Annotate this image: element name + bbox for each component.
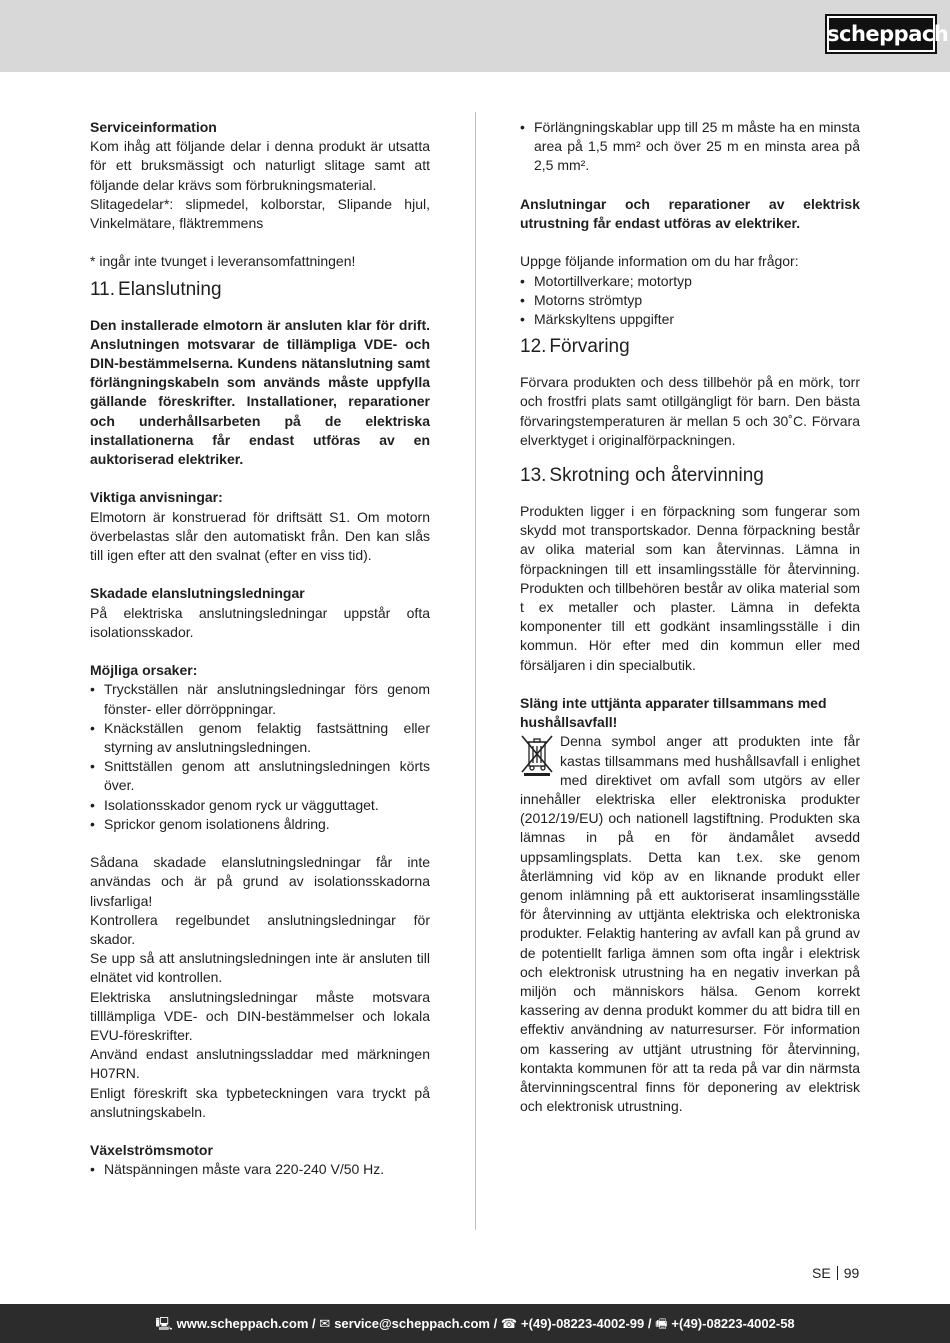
ac-motor-list bbox=[90, 1160, 430, 1179]
h07rn-text: Använd endast anslutningssladdar med märkningen H07RN. bbox=[90, 1046, 430, 1082]
questions-list bbox=[520, 272, 860, 330]
left-column bbox=[90, 118, 430, 1180]
footer-website[interactable]: www.scheppach.com bbox=[176, 1316, 309, 1331]
page-number bbox=[812, 1265, 859, 1281]
list-item: • Motorns strömtyp bbox=[520, 291, 860, 310]
vde-text: Elektriska anslutningsledningar måste motsvara tilllämpliga VDE- och DIN-bestämmelser och lokala EVU-föreskrifter. bbox=[90, 988, 430, 1044]
weee-block bbox=[520, 732, 860, 1116]
list-item: • Snittställen genom att anslutningsledningen körts över. bbox=[90, 757, 430, 795]
footer-bar bbox=[0, 1304, 950, 1343]
damaged-text: På elektriska anslutningsledningar uppstår ofta isolationsskador. bbox=[90, 604, 430, 640]
envelope-icon: ✉ bbox=[319, 1316, 331, 1331]
phone-icon: ☎ bbox=[500, 1316, 518, 1331]
header-bar bbox=[0, 0, 950, 72]
separator: / bbox=[647, 1316, 652, 1331]
footer-phone: +(49)-08223-4002-99 bbox=[521, 1316, 645, 1331]
footnote: * ingår inte tvunget i leveransomfattningen! bbox=[90, 253, 356, 270]
section-13-heading bbox=[520, 450, 860, 496]
right-column bbox=[520, 118, 860, 1117]
ac-motor-title: Växelströmsmotor bbox=[90, 1142, 213, 1159]
check-text: Kontrollera regelbundet anslutningsledningar för skador. bbox=[90, 911, 430, 948]
section-11-heading bbox=[90, 272, 430, 310]
section-number: 11. bbox=[90, 278, 116, 300]
section-title: Förvaring bbox=[549, 336, 630, 358]
weee-warning: Släng inte uttjänta apparater tillsammans med hushållsavfall! bbox=[520, 695, 827, 731]
damaged-title: Skadade elanslutningsledningar bbox=[90, 585, 305, 602]
separator: / bbox=[312, 1316, 316, 1331]
fax-icon: 🖷 bbox=[655, 1316, 668, 1331]
footer-fax: +(49)-08223-4002-58 bbox=[671, 1316, 795, 1331]
page-number-value: 99 bbox=[843, 1265, 860, 1281]
questions-intro: Uppge följande information om du har frågor: bbox=[520, 253, 799, 270]
unplug-text: Se upp så att anslutningsledningen inte är ansluten till elnätet vid kontrollen. bbox=[90, 950, 430, 986]
section-number: 12. bbox=[520, 336, 547, 358]
language-code: SE bbox=[812, 1265, 831, 1281]
weee-text: Denna symbol anger att produkten inte får kastas tillsammans med hushållsavfall i enlighet med direktivet om avfall som utgörs av eller innehåller elektriska eller elektroniska produkter (2012/19/EU) och nationell lagstiftning. Produkten ska lämnas in på en för ändamålet avsedd uppsamlingsplats. Detta kan t.ex. ske genom återlämning vid köp av en liknande produkt eller genom inlämning på ett auktoriserat insamlingsställe för återvinning av uttjänta elektriska och elektroniska produkter. Felaktig hantering av avfall kan på grund av de potentiellt farliga ämnen som ofta ingår i elektrisk och elektronisk utrustning ha en negativ inverkan på miljön och människors hälsa. Genom korrekt kassering av denna produkt kommer du att bidra till en effektiv användning av naturresurser. För information om kassering av uttjänt utrustning för återvinning, kontakta kommunen för att ta reda på var din närmsta återvinningscentral finns för deponering av elektrisk och elektronisk utrustning. bbox=[520, 733, 860, 1115]
causes-list bbox=[90, 680, 430, 834]
footer-email[interactable]: service@scheppach.com bbox=[334, 1316, 490, 1331]
wear-parts: Slitagedelar*: slipmedel, kolborstar, Slipande hjul, Vinkelmätare, fläktremmens bbox=[90, 195, 430, 232]
section-number: 13. bbox=[520, 465, 547, 487]
list-item: • Förlängningskablar upp till 25 m måste ha en minsta area på 1,5 mm² och över 25 m en minsta area på 2,5 mm². bbox=[520, 118, 860, 176]
brand-logo: scheppach bbox=[825, 14, 937, 54]
important-title: Viktiga anvisningar: bbox=[90, 489, 223, 506]
service-text: Kom ihåg att följande delar i denna produkt är utsatta för ett bruksmässigt och naturligt slitage samt att följande delar krävs som förbrukningsmaterial. bbox=[90, 138, 430, 193]
extension-cable-list bbox=[520, 118, 860, 176]
marking-text: Enligt föreskrift ska typbeteckningen vara tryckt på anslutningskabeln. bbox=[90, 1084, 430, 1120]
list-item: • Sprickor genom isolationens åldring. bbox=[90, 815, 430, 834]
section-12-heading bbox=[520, 329, 860, 367]
list-item: • Isolationsskador genom ryck ur vägguttaget. bbox=[90, 796, 430, 815]
connection-warning: Den installerade elmotorn är ansluten klar för drift. Anslutningen motsvarar de tillämpliga VDE- och DIN-bestämmelserna. Kundens nätanslutning samt förlängningskabeln som används måste uppfylla gällande föreskrifter. Installationer, reparationer och underhållsarbeten på de elektriska installationerna får endast utföras av en auktoriserad elektriker. bbox=[90, 316, 430, 468]
divider bbox=[837, 1266, 838, 1280]
important-text: Elmotorn är konstruerad för driftsätt S1. Om motorn överbelastas slår den automatiskt från. Den kan slås till igen efter att den svalnat (efter en viss tid). bbox=[90, 508, 430, 564]
causes-title: Möjliga orsaker: bbox=[90, 662, 198, 679]
column-divider bbox=[475, 112, 476, 1230]
service-title: Serviceinformation bbox=[90, 119, 217, 135]
electrician-warning: Anslutningar och reparationer av elektrisk utrustning får endast utföras av elektriker. bbox=[520, 195, 860, 231]
list-item: • Märkskyltens uppgifter bbox=[520, 310, 860, 329]
list-item: • Knäckställen genom felaktig fastsättning eller styrning av anslutningsledningen. bbox=[90, 719, 430, 757]
list-item: • Motortillverkare; motortyp bbox=[520, 272, 860, 291]
list-item: • Nätspänningen måste vara 220-240 V/50 Hz. bbox=[90, 1160, 430, 1179]
crossed-out-bin-icon bbox=[520, 734, 554, 776]
section-title: Skrotning och återvinning bbox=[549, 465, 764, 487]
danger-text: Sådana skadade elanslutningsledningar får inte användas och är på grund av isolationsskadorna livsfarliga! bbox=[90, 854, 430, 909]
storage-text: Förvara produkten och dess tillbehör på en mörk, torr och frostfri plats samt otillgängligt för barn. Den bästa förvaringstemperaturen är mellan 5 och 30˚C. Förvara elverktyget i originalförpackningen. bbox=[520, 374, 860, 448]
computer-icon: 🖳 bbox=[155, 1316, 173, 1331]
disposal-text: Produkten ligger i en förpackning som fungerar som skydd mot transportskador. Denna förpackning består av olika material som kan återvinnas. Lämna in förpackningen till ett insamlingsställe för återvinning. Produkten och tillbehören består av olika material som t ex metaller och plaster. Lämna in defekta komponenter till ett godkänt insamlingsställe i din kommun. Hör efter med din kommun eller med försäljaren i din specialbutik. bbox=[520, 503, 860, 673]
section-title: Elanslutning bbox=[118, 278, 222, 300]
list-item: • Tryckställen när anslutningsledningar förs genom fönster- eller dörröppningar. bbox=[90, 680, 430, 718]
separator: / bbox=[493, 1316, 498, 1331]
